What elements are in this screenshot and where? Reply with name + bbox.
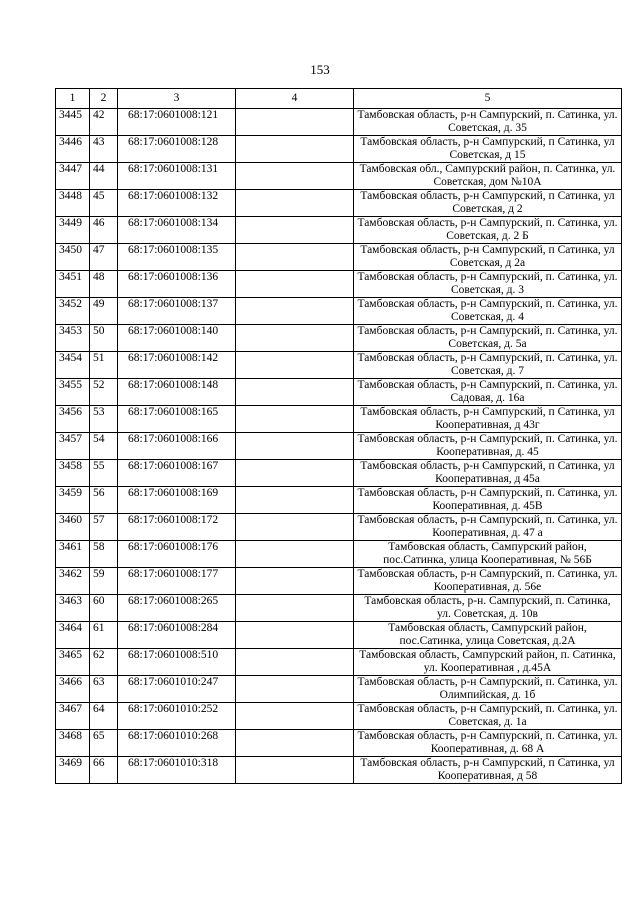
column-4-cell [236,298,354,325]
table-row [56,109,622,136]
cadastral-number: 68:17:0601008:172 [118,514,236,541]
row-number: 3464 [56,622,90,649]
column-4-cell [236,676,354,703]
item-number: 46 [90,217,118,244]
table-row [56,676,622,703]
item-number: 42 [90,109,118,136]
table-row [56,622,622,649]
column-4-cell [236,244,354,271]
table-row [56,514,622,541]
cadastral-number: 68:17:0601008:132 [118,190,236,217]
cadastral-number: 68:17:0601008:167 [118,460,236,487]
item-number: 49 [90,298,118,325]
table-row [56,730,622,757]
row-number: 3445 [56,109,90,136]
row-number: 3469 [56,757,90,784]
address-cell: Тамбовская область, р-н Сампурский, п Сатинка, ул Кооперативная, д 43г [354,406,622,433]
table-row [56,487,622,514]
address-cell: Тамбовская область, р-н Сампурский, п. Сатинка, ул. Советская, д. 2 Б [354,217,622,244]
item-number: 53 [90,406,118,433]
row-number: 3467 [56,703,90,730]
address-cell: Тамбовская область, Сампурский район, пос.Сатинка, улица Кооперативная, № 56Б [354,541,622,568]
cadastral-number: 68:17:0601008:265 [118,595,236,622]
address-cell: Тамбовская область, р-н Сампурский, п. Сатинка, ул. Советская, д. 35 [354,109,622,136]
header-col-3: 3 [118,89,236,109]
item-number: 60 [90,595,118,622]
column-4-cell [236,541,354,568]
address-cell: Тамбовская область, р-н Сампурский, п Сатинка, ул Советская, д 2а [354,244,622,271]
item-number: 51 [90,352,118,379]
table-row [56,649,622,676]
table-row [56,352,622,379]
address-cell: Тамбовская область, р-н Сампурский, п. Сатинка, ул. Советская, д. 7 [354,352,622,379]
column-4-cell [236,514,354,541]
column-4-cell [236,730,354,757]
row-number: 3466 [56,676,90,703]
column-4-cell [236,325,354,352]
address-cell: Тамбовская область, р-н Сампурский, п. Сатинка, ул. Советская, д. 3 [354,271,622,298]
table-row [56,136,622,163]
table-row [56,325,622,352]
column-4-cell [236,649,354,676]
row-number: 3468 [56,730,90,757]
column-4-cell [236,568,354,595]
address-cell: Тамбовская область, р-н Сампурский, п. Сатинка, ул. Советская, д. 5а [354,325,622,352]
cadastral-number: 68:17:0601008:284 [118,622,236,649]
row-number: 3459 [56,487,90,514]
item-number: 63 [90,676,118,703]
address-cell: Тамбовская область, р-н Сампурский, п. Сатинка, ул. Кооперативная, д. 56е [354,568,622,595]
item-number: 55 [90,460,118,487]
column-4-cell [236,352,354,379]
address-cell: Тамбовская область, р-н. Сампурский, п. Сатинка, ул. Советская, д. 10в [354,595,622,622]
address-cell: Тамбовская область, р-н Сампурский, п. Сатинка, ул. Олимпийская, д. 1б [354,676,622,703]
cadastral-number: 68:17:0601008:176 [118,541,236,568]
cadastral-number: 68:17:0601008:131 [118,163,236,190]
item-number: 47 [90,244,118,271]
table-row [56,163,622,190]
row-number: 3449 [56,217,90,244]
table-row [56,757,622,784]
row-number: 3453 [56,325,90,352]
column-4-cell [236,433,354,460]
address-cell: Тамбовская область, Сампурский район, п. Сатинка, ул. Кооперативная , д.45А [354,649,622,676]
column-4-cell [236,487,354,514]
cadastral-number: 68:17:0601008:121 [118,109,236,136]
item-number: 45 [90,190,118,217]
cadastral-number: 68:17:0601008:134 [118,217,236,244]
column-4-cell [236,136,354,163]
cadastral-number: 68:17:0601008:142 [118,352,236,379]
row-number: 3460 [56,514,90,541]
row-number: 3451 [56,271,90,298]
column-4-cell [236,460,354,487]
address-cell: Тамбовская область, р-н Сампурский, п. Сатинка, ул. Садовая, д. 16а [354,379,622,406]
header-col-1: 1 [56,89,90,109]
item-number: 65 [90,730,118,757]
item-number: 64 [90,703,118,730]
column-4-cell [236,217,354,244]
table-row [56,298,622,325]
column-4-cell [236,379,354,406]
table-row [56,379,622,406]
address-cell: Тамбовская область, р-н Сампурский, п. Сатинка, ул. Советская, д. 1а [354,703,622,730]
cadastral-number: 68:17:0601008:177 [118,568,236,595]
row-number: 3446 [56,136,90,163]
address-cell: Тамбовская область, р-н Сампурский, п Сатинка, ул Советская, д 2 [354,190,622,217]
row-number: 3450 [56,244,90,271]
table-row [56,244,622,271]
cadastral-number: 68:17:0601008:128 [118,136,236,163]
cadastral-number: 68:17:0601008:169 [118,487,236,514]
row-number: 3452 [56,298,90,325]
table-row [56,190,622,217]
item-number: 61 [90,622,118,649]
row-number: 3458 [56,460,90,487]
item-number: 44 [90,163,118,190]
table-row [56,541,622,568]
table-row [56,703,622,730]
address-cell: Тамбовская обл., Сампурский район, п. Сатинка, ул. Советская, дом №10А [354,163,622,190]
cadastral-number: 68:17:0601010:268 [118,730,236,757]
item-number: 58 [90,541,118,568]
address-cell: Тамбовская область, Сампурский район, пос.Сатинка, улица Советская, д.2А [354,622,622,649]
row-number: 3447 [56,163,90,190]
item-number: 57 [90,514,118,541]
item-number: 56 [90,487,118,514]
row-number: 3461 [56,541,90,568]
row-number: 3465 [56,649,90,676]
item-number: 62 [90,649,118,676]
row-number: 3454 [56,352,90,379]
item-number: 48 [90,271,118,298]
table-row [56,271,622,298]
column-4-cell [236,271,354,298]
address-cell: Тамбовская область, р-н Сампурский, п. Сатинка, ул. Кооперативная, д. 68 А [354,730,622,757]
cadastral-number: 68:17:0601008:510 [118,649,236,676]
header-col-2: 2 [90,89,118,109]
item-number: 43 [90,136,118,163]
row-number: 3456 [56,406,90,433]
row-number: 3455 [56,379,90,406]
address-cell: Тамбовская область, р-н Сампурский, п. Сатинка, ул. Кооперативная, д. 45В [354,487,622,514]
table-row [56,406,622,433]
column-4-cell [236,406,354,433]
table-row [56,460,622,487]
item-number: 66 [90,757,118,784]
column-4-cell [236,703,354,730]
table-row [56,217,622,244]
cadastral-number: 68:17:0601008:165 [118,406,236,433]
column-4-cell [236,190,354,217]
address-cell: Тамбовская область, р-н Сампурский, п Сатинка, ул Советская, д 15 [354,136,622,163]
item-number: 54 [90,433,118,460]
column-4-cell [236,595,354,622]
column-4-cell [236,109,354,136]
cadastral-number: 68:17:0601008:140 [118,325,236,352]
address-cell: Тамбовская область, р-н Сампурский, п Сатинка, ул Кооперативная, д 58 [354,757,622,784]
row-number: 3462 [56,568,90,595]
header-col-4: 4 [236,89,354,109]
cadastral-number: 68:17:0601008:166 [118,433,236,460]
address-cell: Тамбовская область, р-н Сампурский, п Сатинка, ул Кооперативная, д 45а [354,460,622,487]
column-4-cell [236,757,354,784]
cadastral-number: 68:17:0601010:252 [118,703,236,730]
table-row [56,568,622,595]
item-number: 59 [90,568,118,595]
cadastral-number: 68:17:0601008:136 [118,271,236,298]
column-4-cell [236,163,354,190]
column-4-cell [236,622,354,649]
row-number: 3463 [56,595,90,622]
cadastral-number: 68:17:0601008:137 [118,298,236,325]
row-number: 3457 [56,433,90,460]
address-cell: Тамбовская область, р-н Сампурский, п. Сатинка, ул. Кооперативная, д. 45 [354,433,622,460]
cadastral-number: 68:17:0601010:247 [118,676,236,703]
table-row [56,433,622,460]
row-number: 3448 [56,190,90,217]
cadastral-number: 68:17:0601010:318 [118,757,236,784]
table-row [56,595,622,622]
header-col-5: 5 [354,89,622,109]
item-number: 52 [90,379,118,406]
registry-table [55,88,622,784]
address-cell: Тамбовская область, р-н Сампурский, п. Сатинка, ул. Кооперативная, д. 47 а [354,514,622,541]
cadastral-number: 68:17:0601008:135 [118,244,236,271]
address-cell: Тамбовская область, р-н Сампурский, п. Сатинка, ул. Советская, д. 4 [354,298,622,325]
item-number: 50 [90,325,118,352]
header-row [56,89,622,109]
cadastral-number: 68:17:0601008:148 [118,379,236,406]
page-number: 153 [310,62,330,77]
